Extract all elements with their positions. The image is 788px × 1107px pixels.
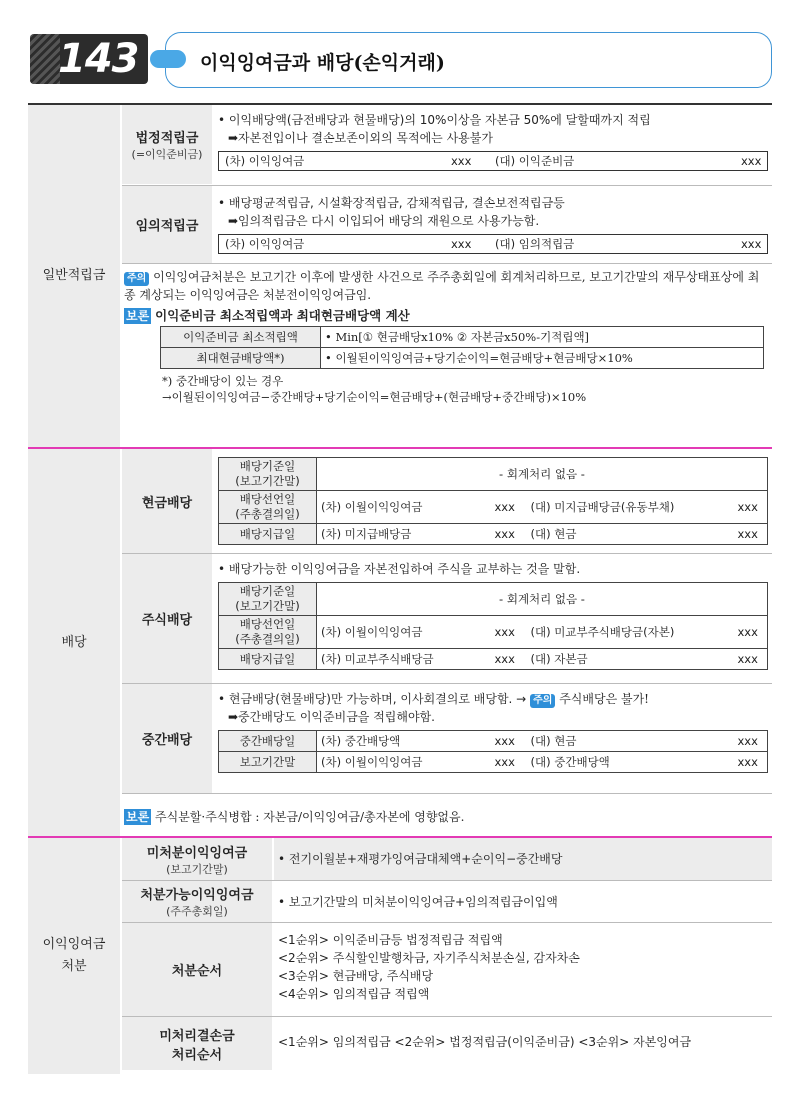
credit: (대) 이익준비금 [495, 154, 575, 168]
debit: (차) 미교부주식배당금 [317, 649, 491, 670]
row-header [122, 554, 212, 683]
journal-entry [218, 234, 768, 254]
debit: (차) 이익잉여금 [225, 237, 305, 251]
row-body [214, 554, 772, 670]
cash-journal-table [218, 457, 768, 545]
section-label [28, 838, 120, 1074]
amount: xxx [741, 237, 762, 251]
debit: (차) 이익잉여금 [225, 154, 305, 168]
credit: (대) 임의적립금 [495, 237, 575, 251]
row-header-title: 중간배당 [141, 733, 193, 748]
section-number-badge [30, 34, 148, 84]
stock-journal-table [218, 582, 768, 670]
text-line [218, 690, 768, 708]
row-deficit-order [122, 1016, 772, 1070]
calc-label: 이익준비금 최소적립액 [161, 327, 321, 348]
journal-row [219, 458, 768, 491]
reference-note [122, 793, 772, 825]
section-number: 143 [58, 36, 139, 82]
section-label-line: 이익잉여금 [42, 937, 106, 952]
journal-row-label [219, 616, 317, 649]
credit: (대) 현금 [527, 731, 734, 752]
row-body [214, 449, 772, 545]
amount: xxx [491, 491, 527, 524]
row-body [214, 105, 772, 177]
amount: xxx [491, 616, 527, 649]
row-header-title: 미처리결손금 [159, 1028, 235, 1044]
section-general-reserve [28, 103, 772, 447]
journal-row [219, 752, 768, 773]
page-header [30, 28, 772, 92]
row-header-sub: (보고기간말) [166, 862, 228, 876]
interim-note-b: 주식배당은 불가! [559, 692, 650, 706]
row-body [274, 923, 772, 1009]
row-header [122, 449, 212, 553]
row-header-title: 처분순서 [171, 964, 223, 979]
amount: xxx [741, 154, 762, 168]
row-header [122, 838, 272, 880]
page-title: 이익잉여금과 배당(손익거래) [200, 52, 445, 74]
row-body: • 보고기간말의 미처분이익잉여금+임의적립금이입액 [278, 895, 558, 909]
credit: (대) 중간배당액 [527, 752, 734, 773]
interim-note-a: • 현금배당(현물배당)만 가능하며, 이사회결의로 배당함. → [218, 692, 527, 706]
text-line: ➡임의적립금은 다시 이입되어 배당의 재원으로 사용가능함. [228, 214, 540, 228]
reference-title-line [122, 304, 772, 326]
journal-row [219, 524, 768, 545]
row-body: <1순위> 임의적립금 <2순위> 법정적립금(이익준비금) <3순위> 자본잉여금 [278, 1035, 692, 1049]
reference-tag: 보론 [126, 309, 150, 323]
calc-label: 최대현금배당액*) [161, 348, 321, 369]
journal-row-label [219, 491, 317, 524]
footnote-line: →이월된이익잉여금−중간배당+당기순이익=현금배당+(현금배당+중간배당)×10% [162, 390, 587, 404]
amount: xxx [734, 524, 768, 545]
journal-row [219, 583, 768, 616]
row-header-title: 미처분이익잉여금 [146, 845, 248, 861]
journal-row [219, 616, 768, 649]
journal-row-label-text: 배당기준일 (보고기간말) [235, 584, 300, 613]
reference-title: 이익준비금 최소적립액과 최대현금배당액 계산 [155, 308, 410, 323]
journal-row [219, 731, 768, 752]
footnote-line: *) 중간배당이 있는 경우 [162, 374, 284, 388]
amount: xxx [734, 616, 768, 649]
row-cash-dividend [122, 449, 772, 553]
debit: (차) 미지급배당금 [317, 524, 491, 545]
journal-row-label-text: 배당기준일 (보고기간말) [235, 459, 300, 488]
calc-row [161, 348, 764, 369]
section-retained-earnings [28, 836, 772, 1074]
order-line: <1순위> 이익준비금등 법정적립금 적립액 [278, 933, 503, 947]
footnote [122, 369, 772, 405]
title-pill-decoration [150, 50, 186, 68]
row-header [122, 186, 212, 263]
badge-stripe-decoration [30, 34, 60, 84]
amount: xxx [734, 752, 768, 773]
journal-row-label-text: 배당선언일 (주총결의일) [235, 492, 300, 521]
amount: xxx [734, 649, 768, 670]
row-body [214, 186, 772, 260]
journal-no-entry: - 회계처리 없음 - [317, 458, 768, 491]
section-label-line: 처분 [61, 959, 87, 974]
amount: xxx [734, 731, 768, 752]
credit: (대) 현금 [527, 524, 734, 545]
credit: (대) 미교부주식배당금(자본) [527, 616, 734, 649]
row-header-sub: (주주총회일) [166, 905, 228, 918]
section-body [122, 105, 772, 405]
journal-row-label [219, 583, 317, 616]
order-line: <4순위> 임의적립금 적립액 [278, 987, 430, 1001]
section-body [122, 838, 772, 1070]
amount: xxx [491, 731, 527, 752]
amount: xxx [491, 752, 527, 773]
journal-row [219, 491, 768, 524]
debit: (차) 이월이익잉여금 [317, 752, 491, 773]
row-optional-reserve [122, 185, 772, 263]
credit: (대) 자본금 [527, 649, 734, 670]
row-header [122, 1017, 272, 1070]
calc-value: • Min[① 현금배당x10% ② 자본금x50%-기적립액] [321, 327, 764, 348]
row-header-sub: (=이익준비금) [131, 148, 203, 161]
journal-row-label: 배당지급일 [219, 524, 317, 545]
row-body: • 전기이월분+재평가잉여금대체액+순이익−중간배당 [274, 838, 772, 880]
section-dividend [28, 447, 772, 836]
journal-row-label: 보고기간말 [219, 752, 317, 773]
text-line: ➡중간배당도 이익준비금을 적립해야함. [228, 710, 435, 724]
row-stock-dividend [122, 553, 772, 683]
reference-text: 주식분할·주식병합 : 자본금/이익잉여금/총자본에 영향없음. [155, 810, 465, 824]
journal-row-label [219, 458, 317, 491]
calc-row [161, 327, 764, 348]
journal-entry [218, 151, 768, 171]
text-line: • 배당가능한 이익잉여금을 자본전입하여 주식을 교부하는 것을 말함. [218, 562, 581, 576]
journal-no-entry: - 회계처리 없음 - [317, 583, 768, 616]
amount: xxx [491, 649, 527, 670]
row-header-title: 현금배당 [141, 495, 193, 511]
reference-tag: 보론 [126, 810, 150, 824]
debit: (차) 이월이익잉여금 [317, 491, 491, 524]
caution-text: 이익잉여금처분은 보고기간 이후에 발생한 사건으로 주주총회일에 회계처리하므로, 보고기간말의 재무상태표상에 최종 계상되는 이익잉여금은 처분전이익잉여금임. [124, 270, 760, 302]
text-line: • 이익배당액(금전배당과 현물배당)의 10%이상을 자본금 50%에 달할때까지 적립 [218, 113, 651, 127]
order-line: <2순위> 주식할인발행차금, 자기주식처분손실, 감자차손 [278, 951, 580, 965]
row-body [214, 684, 772, 773]
text-line: • 배당평균적립금, 시설확장적립금, 감채적립금, 결손보전적립금등 [218, 196, 565, 210]
amount: xxx [451, 237, 472, 251]
section-body [122, 449, 772, 825]
journal-row [219, 649, 768, 670]
credit: (대) 미지급배당금(유동부채) [527, 491, 734, 524]
row-header [122, 684, 212, 793]
row-disposable [122, 880, 772, 922]
row-header-title: 주식배당 [141, 613, 193, 628]
debit: (차) 이월이익잉여금 [317, 616, 491, 649]
row-header [122, 881, 272, 922]
row-disposal-order [122, 922, 772, 1016]
caution-tag: 주의 [124, 272, 149, 286]
row-header-title: 처분가능이익잉여금 [140, 888, 254, 903]
journal-row-label-text: 배당선언일 (주총결의일) [235, 617, 300, 646]
row-header [122, 923, 272, 1016]
row-unappropriated [122, 838, 772, 880]
row-header [122, 105, 212, 184]
calc-value: • 이월된이익잉여금+당기순이익=현금배당+현금배당×10% [321, 348, 764, 369]
amount: xxx [491, 524, 527, 545]
debit: (차) 중간배당액 [317, 731, 491, 752]
section-label-text: 배당 [61, 634, 87, 650]
section-label [28, 449, 120, 836]
amount: xxx [734, 491, 768, 524]
row-header-title-2: 처리순서 [171, 1047, 223, 1063]
text-line: ➡자본전입이나 결손보존이외의 목적에는 사용불가 [228, 131, 493, 145]
caution-note [122, 263, 772, 304]
section-label [28, 105, 120, 447]
row-legal-reserve [122, 105, 772, 185]
row-header-title: 법정적립금 [135, 131, 199, 146]
section-label-text: 일반적립금 [42, 268, 106, 283]
journal-row-label: 중간배당일 [219, 731, 317, 752]
journal-row-label: 배당지급일 [219, 649, 317, 670]
row-header-title: 임의적립금 [135, 219, 199, 234]
content-table [28, 103, 772, 1074]
interim-journal-table [218, 730, 768, 773]
row-interim-dividend [122, 683, 772, 793]
calc-table [160, 326, 764, 369]
order-line: <3순위> 현금배당, 주식배당 [278, 969, 434, 983]
caution-tag: 주의 [530, 694, 555, 708]
amount: xxx [451, 154, 472, 168]
